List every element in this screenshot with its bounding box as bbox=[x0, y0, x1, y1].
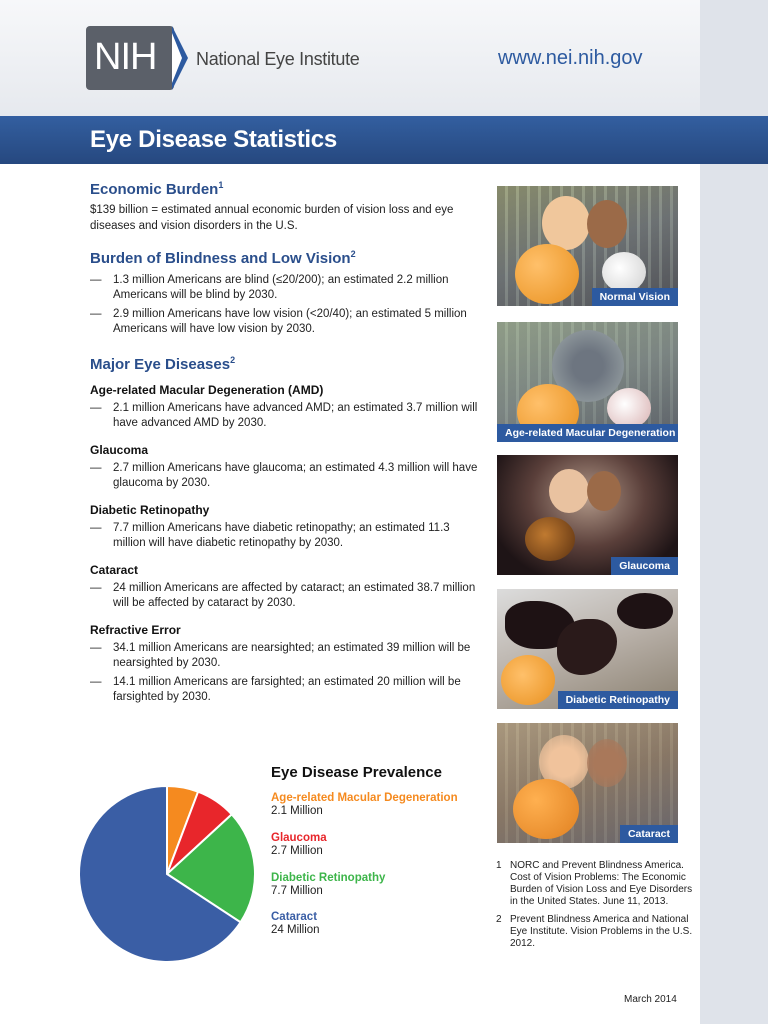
website-link[interactable]: www.nei.nih.gov bbox=[498, 47, 643, 69]
legend-item-amd bbox=[271, 792, 458, 817]
ball bbox=[607, 388, 651, 428]
list-item bbox=[90, 581, 480, 611]
footnote-text: Prevent Blindness America and National Eye Institute. Vision Problems in the U.S. 2012. bbox=[510, 914, 693, 949]
legend-value: 24 Million bbox=[271, 924, 320, 936]
economic-burden-section bbox=[90, 180, 480, 234]
list-item-text: 14.1 million Americans are farsighted; an estimated 20 million will be farsighted by 2030. bbox=[113, 676, 461, 703]
child-face bbox=[587, 200, 627, 248]
list-item bbox=[90, 521, 480, 551]
photo-caption: Age-related Macular Degeneration bbox=[497, 424, 678, 442]
footnote-text: NORC and Prevent Blindness America. Cost of Vision Problems: The Economic Burden of Vision Loss and Eye Disorders in the United States. June 11, 2013. bbox=[510, 860, 693, 907]
list-item bbox=[90, 273, 480, 303]
list-item-text: 2.9 million Americans have low vision (<20/40); an estimated 5 million Americans will have low vision by 2030. bbox=[113, 308, 467, 335]
footnotes bbox=[496, 860, 696, 956]
legend-label: Diabetic Retinopathy bbox=[271, 872, 386, 884]
blindness-section bbox=[90, 249, 480, 337]
section-heading bbox=[90, 249, 480, 267]
list-item bbox=[90, 401, 480, 431]
dash-mark: — bbox=[90, 522, 102, 534]
list-item bbox=[90, 641, 480, 671]
photo-caption: Diabetic Retinopathy bbox=[558, 691, 678, 709]
disease-name-glaucoma: Glaucoma bbox=[90, 443, 149, 457]
dash-mark: — bbox=[90, 308, 102, 320]
main-content bbox=[90, 180, 480, 705]
disease-name-cataract: Cataract bbox=[90, 563, 139, 577]
legend-label: Glaucoma bbox=[271, 832, 327, 844]
footnote-number: 2 bbox=[496, 914, 502, 925]
dash-mark: — bbox=[90, 402, 102, 414]
list-item-text: 7.7 million Americans have diabetic retinopathy; an estimated 11.3 million will have diabetic retinopathy by 2030. bbox=[113, 522, 450, 549]
footnote-ref: 2 bbox=[350, 249, 356, 259]
photo-caption: Glaucoma bbox=[611, 557, 678, 575]
disease-name-refractive: Refractive Error bbox=[90, 623, 181, 637]
photo-caption: Cataract bbox=[620, 825, 678, 843]
child-face bbox=[587, 471, 621, 511]
list-item-text: 1.3 million Americans are blind (≤20/200); an estimated 2.2 million Americans will be blind by 2030. bbox=[113, 274, 449, 301]
list-item-text: 34.1 million Americans are nearsighted; an estimated 39 million will be nearsighted by 2030. bbox=[113, 642, 471, 669]
photo-amd bbox=[497, 322, 678, 442]
section-heading bbox=[90, 355, 480, 373]
footnote-ref: 1 bbox=[218, 180, 224, 190]
list-item-text: 24 million Americans are affected by cataract; an estimated 38.7 million will be affected by cataract by 2030. bbox=[113, 582, 476, 609]
legend-label: Cataract bbox=[271, 911, 318, 923]
prevalence-pie-chart bbox=[78, 782, 258, 966]
list-item-text: 2.7 million Americans have glaucoma; an estimated 4.3 million will have glaucoma by 2030. bbox=[113, 462, 478, 489]
org-name: National Eye Institute bbox=[196, 49, 360, 69]
diabetic-list bbox=[90, 521, 480, 551]
footnote-number: 1 bbox=[496, 860, 502, 871]
page-title: Eye Disease Statistics bbox=[90, 126, 337, 153]
nih-logo[interactable] bbox=[86, 26, 174, 90]
footnote-ref: 2 bbox=[230, 355, 236, 365]
legend-item-cataract bbox=[271, 911, 320, 936]
glaucoma-list bbox=[90, 461, 480, 491]
photo-caption: Normal Vision bbox=[592, 288, 678, 306]
photo-normal-vision bbox=[497, 186, 678, 306]
dark-spot bbox=[617, 593, 673, 629]
disease-name-amd: Age-related Macular Degeneration (AMD) bbox=[90, 383, 324, 397]
legend-item-glaucoma bbox=[271, 832, 327, 857]
economic-burden-text: $139 billion = estimated annual economic burden of vision loss and eye diseases and vision disorders in the U.S. bbox=[90, 204, 454, 232]
blindness-list bbox=[90, 273, 480, 337]
refractive-list bbox=[90, 641, 480, 705]
pie-svg bbox=[78, 782, 258, 966]
photo-glaucoma bbox=[497, 455, 678, 575]
footnote-item bbox=[496, 914, 696, 950]
child-face bbox=[587, 739, 627, 787]
list-item bbox=[90, 307, 480, 337]
child-face bbox=[549, 469, 589, 513]
chart-title: Eye Disease Prevalence bbox=[271, 764, 442, 781]
dash-mark: — bbox=[90, 642, 102, 654]
ball bbox=[513, 779, 579, 839]
list-item bbox=[90, 675, 480, 705]
legend-item-diabetic bbox=[271, 872, 385, 897]
ball bbox=[515, 244, 579, 304]
amd-list bbox=[90, 401, 480, 431]
disease-name-diabetic: Diabetic Retinopathy bbox=[90, 503, 210, 517]
legend-value: 7.7 Million bbox=[271, 885, 323, 897]
blindness-heading-text: Burden of Blindness and Low Vision bbox=[90, 250, 351, 267]
ball bbox=[525, 517, 575, 561]
dark-spot bbox=[557, 619, 617, 675]
footnote-item bbox=[496, 860, 696, 908]
list-item bbox=[90, 461, 480, 491]
legend-value: 2.1 Million bbox=[271, 805, 323, 817]
major-diseases-section bbox=[90, 355, 480, 705]
dash-mark: — bbox=[90, 582, 102, 594]
child-face bbox=[542, 196, 590, 250]
diseases-heading-text: Major Eye Diseases bbox=[90, 356, 231, 373]
dash-mark: — bbox=[90, 676, 102, 688]
nih-logo-text: NIH bbox=[94, 36, 157, 78]
photo-cataract bbox=[497, 723, 678, 843]
legend-value: 2.7 Million bbox=[271, 845, 323, 857]
legend-label: Age-related Macular Degeneration bbox=[271, 792, 458, 804]
nih-logo-chevron-inner bbox=[172, 33, 182, 83]
ball bbox=[602, 252, 646, 292]
list-item-text: 2.1 million Americans have advanced AMD; an estimated 3.7 million will have advanced AMD by 2030. bbox=[113, 402, 478, 429]
ball bbox=[501, 655, 555, 705]
publication-date: March 2014 bbox=[624, 994, 677, 1005]
cataract-list bbox=[90, 581, 480, 611]
dash-mark: — bbox=[90, 462, 102, 474]
section-heading bbox=[90, 180, 480, 198]
economic-heading-text: Economic Burden bbox=[90, 181, 219, 198]
dash-mark: — bbox=[90, 274, 102, 286]
title-bar bbox=[0, 116, 768, 164]
photo-diabetic-retinopathy bbox=[497, 589, 678, 709]
